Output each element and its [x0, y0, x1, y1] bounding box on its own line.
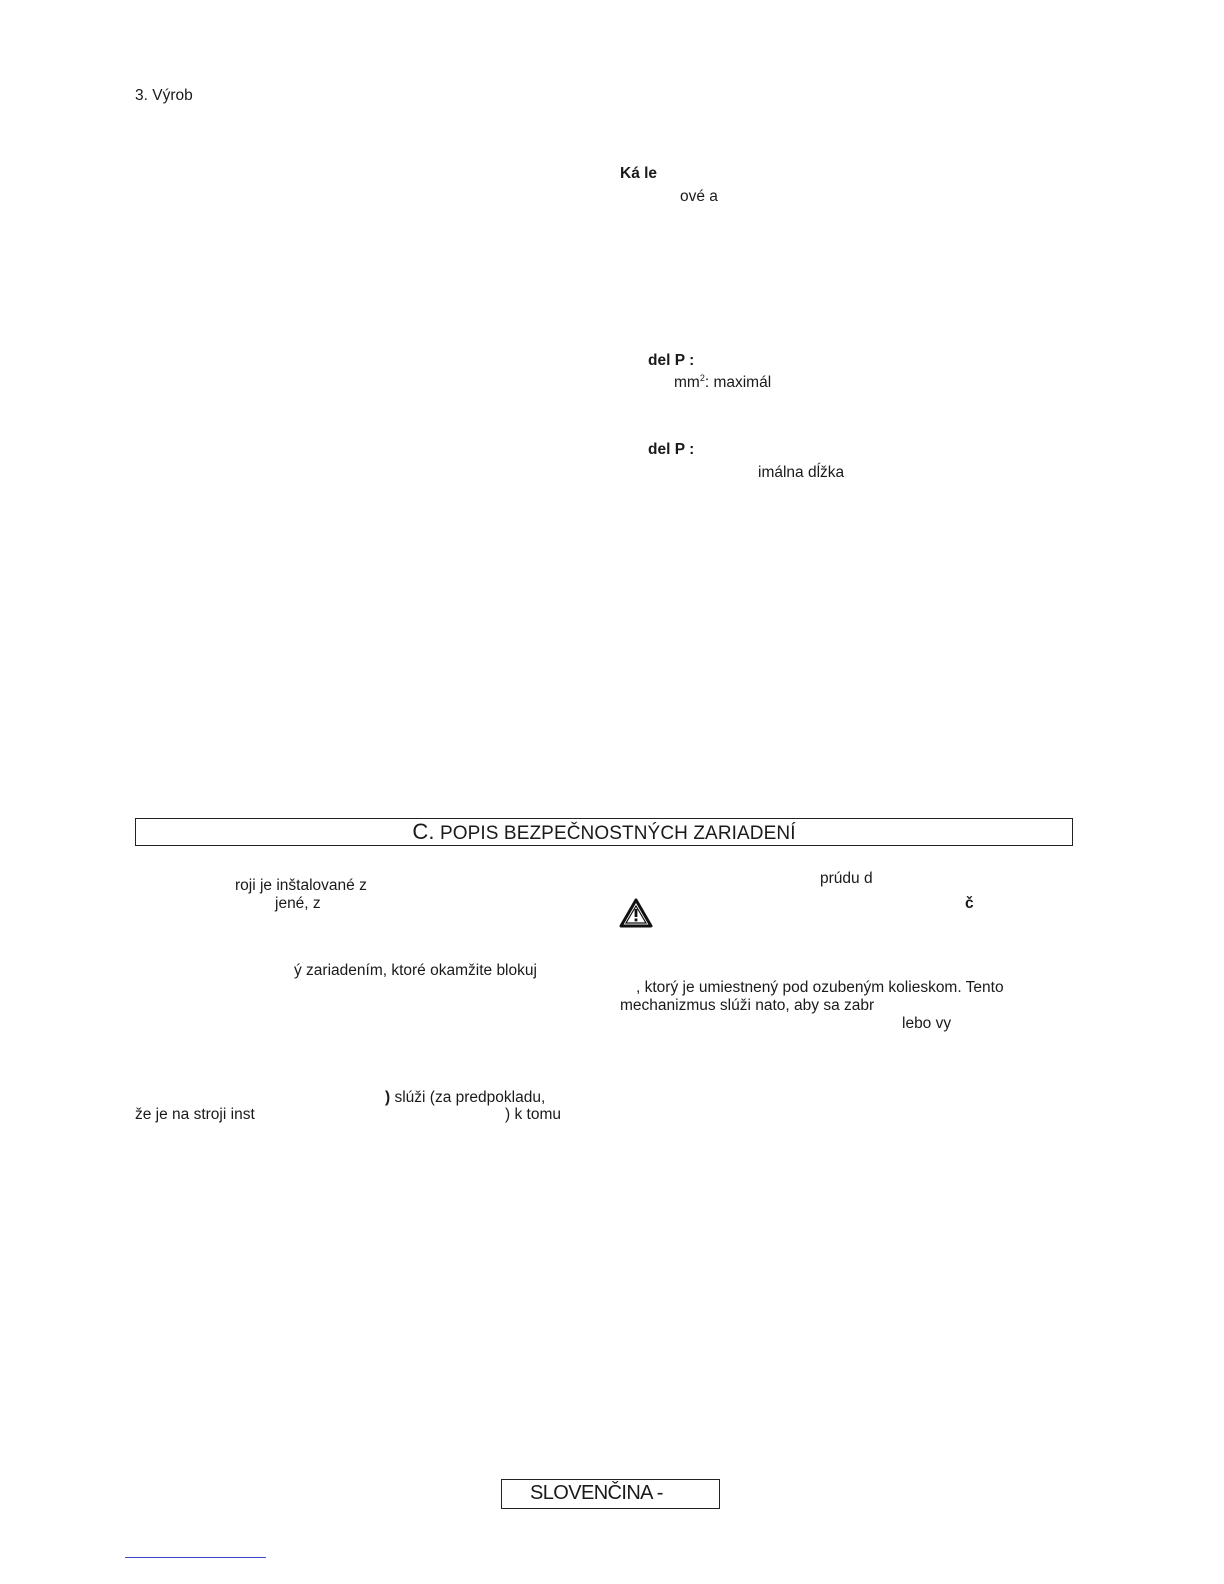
section-item-3: 3. Výrob — [135, 87, 193, 104]
left-text-line-5a: že je na stroji inst — [135, 1106, 255, 1123]
right-bold-char: č — [965, 895, 974, 912]
right-text-line-1: prúdu d — [820, 870, 873, 887]
kable-heading: Ká le — [620, 165, 658, 182]
model2-heading: del P : — [648, 441, 695, 458]
warning-triangle-icon — [619, 898, 653, 928]
section-c-header — [135, 818, 1073, 846]
right-text-line-4: lebo vy — [902, 1015, 952, 1032]
left-text-line-1: roji je inštalované z — [235, 877, 367, 894]
section-c-letter: C. — [412, 819, 435, 844]
model2-text: imálna dĺžka — [758, 464, 845, 481]
left-text-line-5b: ) k tomu — [505, 1106, 561, 1123]
model1-text: $mm^2$: maximál — [674, 372, 772, 391]
left-text-line-4: ) slúži (za predpokladu, — [385, 1089, 546, 1106]
right-text-line-2: , ktorý je umiestnený pod ozubeným kolieskom. Tento — [636, 979, 1004, 996]
model1-heading: del P : — [648, 352, 695, 369]
left-text-line-2: jené, z — [275, 895, 321, 912]
kable-text: ové a — [680, 188, 718, 205]
footer-divider — [125, 1557, 266, 1558]
right-text-line-3: mechanizmus slúži nato, aby sa zabr — [620, 997, 875, 1014]
footer-language-label: SLOVENČINA - — [501, 1479, 720, 1509]
section-c-title: POPIS BEZPEČNOSTNÝCH ZARIADENÍ — [434, 823, 796, 844]
left-text-line-3: ý zariadením, ktoré okamžite blokuj — [294, 962, 537, 979]
